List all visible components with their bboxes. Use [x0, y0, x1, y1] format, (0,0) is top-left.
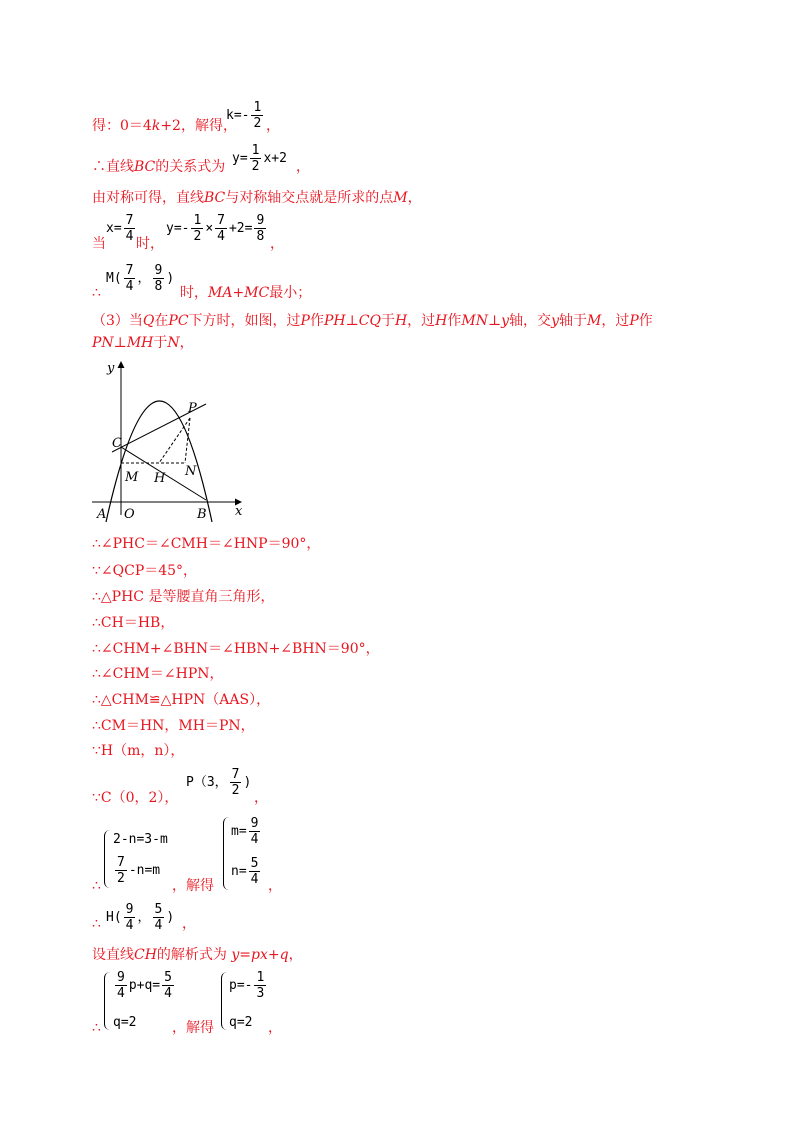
var: P	[300, 313, 310, 329]
h-point	[106, 902, 174, 933]
label-x: x	[235, 504, 243, 519]
text: ，过	[407, 313, 436, 329]
label-m: M	[125, 470, 139, 485]
fraction	[254, 970, 266, 1001]
var: y=px+q	[231, 947, 289, 963]
var: Q	[142, 313, 155, 329]
sys1-end: ，	[268, 878, 282, 894]
math-text: ，	[137, 910, 151, 925]
label-c: C	[112, 436, 122, 451]
text: ，	[296, 159, 310, 175]
text: ，	[254, 790, 268, 806]
den: 8	[154, 279, 163, 294]
text: 作	[638, 313, 653, 329]
num: 1	[251, 143, 260, 158]
var: P	[629, 313, 639, 329]
p-point	[186, 767, 251, 798]
text: ∵C（0，2），	[92, 790, 179, 806]
den: 4	[164, 986, 172, 1001]
var: N	[167, 335, 180, 351]
sys2-sol1	[229, 970, 268, 1001]
text: +2，解得，	[160, 118, 237, 134]
line-2-end	[296, 157, 310, 177]
math-text: y=-	[166, 221, 190, 236]
num: 9	[125, 902, 134, 917]
num: 7	[125, 213, 134, 228]
fraction	[254, 213, 266, 244]
num: 1	[253, 100, 262, 115]
num: 9	[154, 263, 163, 278]
var: MN⊥y	[461, 313, 510, 329]
math-text: ，	[137, 271, 151, 286]
fraction	[124, 902, 136, 933]
x-value	[106, 213, 137, 244]
num: 5	[164, 970, 172, 985]
math-text: ×	[205, 221, 214, 236]
text: （3）当	[92, 313, 143, 329]
var: PC	[168, 313, 189, 329]
label-y: y	[107, 361, 115, 376]
num: 7	[125, 263, 134, 278]
num: 9	[256, 213, 265, 228]
fraction	[249, 816, 261, 847]
den: 4	[217, 229, 225, 244]
var: CH	[134, 947, 157, 963]
den: 3	[256, 986, 265, 1001]
sys1-sol2	[231, 856, 262, 887]
text: 当	[92, 236, 106, 252]
num: 1	[193, 213, 202, 228]
den: 4	[250, 872, 259, 887]
sys1-pre: ∴	[92, 878, 101, 894]
text: ，过	[601, 313, 630, 329]
sys1-eq1: 2-n=3-m	[113, 832, 168, 847]
line-19-end: ，	[182, 916, 196, 932]
den: 4	[154, 918, 163, 933]
den: 2	[251, 159, 260, 174]
math-text: x+2	[263, 151, 287, 166]
line-4-end	[270, 234, 284, 254]
line-ph	[159, 418, 190, 463]
sys1-sol1	[231, 816, 262, 847]
den: 8	[256, 229, 265, 244]
step-3: ∴△PHC 是等腰直角三角形，	[92, 589, 275, 605]
num: 7	[117, 855, 125, 870]
line-3	[92, 188, 422, 208]
fraction	[153, 263, 165, 294]
line-7	[92, 333, 194, 353]
var-m: M	[393, 190, 408, 206]
num: 7	[231, 767, 240, 782]
line-5-label	[92, 283, 101, 303]
text: 的关系式为	[155, 159, 226, 175]
var: M	[586, 313, 602, 329]
var: y	[551, 313, 559, 329]
den: 4	[125, 229, 134, 244]
label-a: A	[97, 507, 107, 522]
den: 2	[117, 871, 125, 886]
fraction	[124, 213, 136, 244]
line-17	[92, 788, 178, 808]
fraction	[251, 100, 263, 131]
math-text: p=-	[229, 978, 253, 993]
text: 作	[447, 313, 462, 329]
brace	[221, 972, 227, 1030]
den: 2	[253, 116, 262, 131]
math-text: H(	[106, 910, 122, 925]
math-text: m=	[231, 824, 247, 839]
fraction	[191, 213, 203, 244]
math-text: )	[166, 271, 175, 286]
step-5: ∴∠CHM+∠BHN＝∠HBN+∠BHN＝90°，	[92, 641, 380, 657]
math-text: M(	[106, 271, 122, 286]
text: 下方时，如图，过	[188, 313, 301, 329]
fraction	[162, 970, 174, 1001]
var-bc: BC	[204, 190, 226, 206]
num: 9	[250, 816, 259, 831]
den: 4	[250, 832, 259, 847]
text: ，	[407, 190, 422, 206]
line-2	[92, 157, 225, 177]
math-text: )	[166, 910, 175, 925]
sys2-end: ，	[268, 1020, 282, 1036]
line-19: ∴	[92, 916, 101, 932]
line-6	[92, 311, 653, 331]
brace	[104, 972, 110, 1030]
line-4-label	[92, 234, 106, 254]
math-text: -n=m	[128, 863, 161, 878]
line-5-end	[180, 283, 311, 303]
text: 于	[153, 335, 168, 351]
label-b: B	[197, 507, 207, 522]
math-text: n=	[231, 864, 247, 879]
sys2-pre: ∴	[92, 1020, 101, 1036]
brace	[104, 830, 110, 888]
label-n: N	[185, 464, 197, 479]
text: ，	[270, 236, 284, 252]
fraction	[249, 856, 261, 887]
label-h: H	[154, 471, 166, 486]
sys1-eq2	[113, 855, 160, 886]
sys2-sol2: q=2	[229, 1015, 253, 1030]
text: 得：0＝4	[92, 118, 152, 134]
var-k: k	[151, 118, 161, 134]
step-4: ∴CH＝HB，	[92, 615, 175, 631]
sys2-eq1	[113, 970, 176, 1001]
fraction	[115, 855, 127, 886]
k-value	[226, 100, 265, 131]
den: 4	[125, 918, 134, 933]
parabola	[106, 401, 212, 522]
text: ∴	[92, 285, 101, 301]
math-text: )	[243, 775, 252, 790]
num: 5	[250, 856, 259, 871]
fraction	[215, 213, 227, 244]
sys2-eq2: q=2	[113, 1015, 137, 1030]
math-text: x=	[106, 221, 122, 236]
den: 2	[193, 229, 202, 244]
text: 作	[309, 313, 324, 329]
label-p: P	[188, 401, 197, 416]
fraction	[115, 970, 127, 1001]
fraction	[250, 143, 262, 174]
text: 时，	[136, 236, 164, 252]
text: ，	[288, 947, 303, 963]
text: 轴于	[558, 313, 587, 329]
num: 1	[256, 970, 265, 985]
var-ma-mc: MA+MC	[208, 285, 270, 301]
math-text: p+q=	[128, 978, 161, 993]
brace	[223, 817, 229, 890]
m-point	[106, 263, 174, 294]
y-value	[166, 213, 268, 244]
den: 4	[117, 986, 125, 1001]
fraction	[230, 767, 242, 798]
line-1	[92, 116, 237, 136]
step-1: ∴∠PHC＝∠CMH＝∠HNP＝90°，	[92, 536, 321, 552]
den: 2	[231, 783, 240, 798]
geometry-figure	[86, 355, 252, 525]
text: 于	[380, 313, 395, 329]
math-text: P（3，	[186, 775, 228, 790]
text: 轴，交	[509, 313, 552, 329]
math-text: y=	[232, 151, 248, 166]
step-7: ∴△CHM≌△HPN（AAS），	[92, 692, 271, 708]
step-2: ∵∠QCP＝45°，	[92, 563, 198, 579]
sys2-sep: ，解得	[172, 1020, 214, 1036]
var: H	[394, 313, 408, 329]
text: 设直线	[92, 947, 134, 963]
num: 9	[117, 970, 125, 985]
text: 在	[154, 313, 169, 329]
var: H	[435, 313, 448, 329]
line-1-end	[266, 116, 280, 136]
text: ∴直线	[92, 159, 134, 175]
den: 4	[125, 279, 134, 294]
fraction	[153, 902, 165, 933]
step-9: ∵H（m，n），	[92, 743, 185, 759]
text: 由对称可得，直线	[92, 190, 204, 206]
step-6: ∴∠CHM＝∠HPN，	[92, 666, 224, 682]
var: PN⊥MH	[92, 335, 154, 351]
line-17-end	[254, 788, 268, 808]
text: ，	[266, 118, 280, 134]
text: 时，	[180, 285, 208, 301]
math-text: +2=	[228, 221, 253, 236]
sys1-sep: ，解得	[172, 878, 214, 894]
math-text: k=-	[226, 108, 250, 123]
num: 5	[154, 902, 163, 917]
bc-equation	[232, 143, 287, 174]
label-o: O	[124, 507, 135, 522]
text: ，	[179, 335, 194, 351]
num: 7	[217, 213, 225, 228]
step-8: ∴CM＝HN，MH＝PN，	[92, 718, 255, 734]
line-4-mid	[136, 234, 164, 254]
line-20	[92, 945, 303, 965]
var-bc: BC	[134, 159, 156, 175]
fraction	[124, 263, 136, 294]
text: 与对称轴交点就是所求的点	[225, 190, 394, 206]
text: 最小；	[269, 285, 312, 301]
text: 的解析式为	[156, 947, 227, 963]
var: PH⊥CQ	[323, 313, 381, 329]
